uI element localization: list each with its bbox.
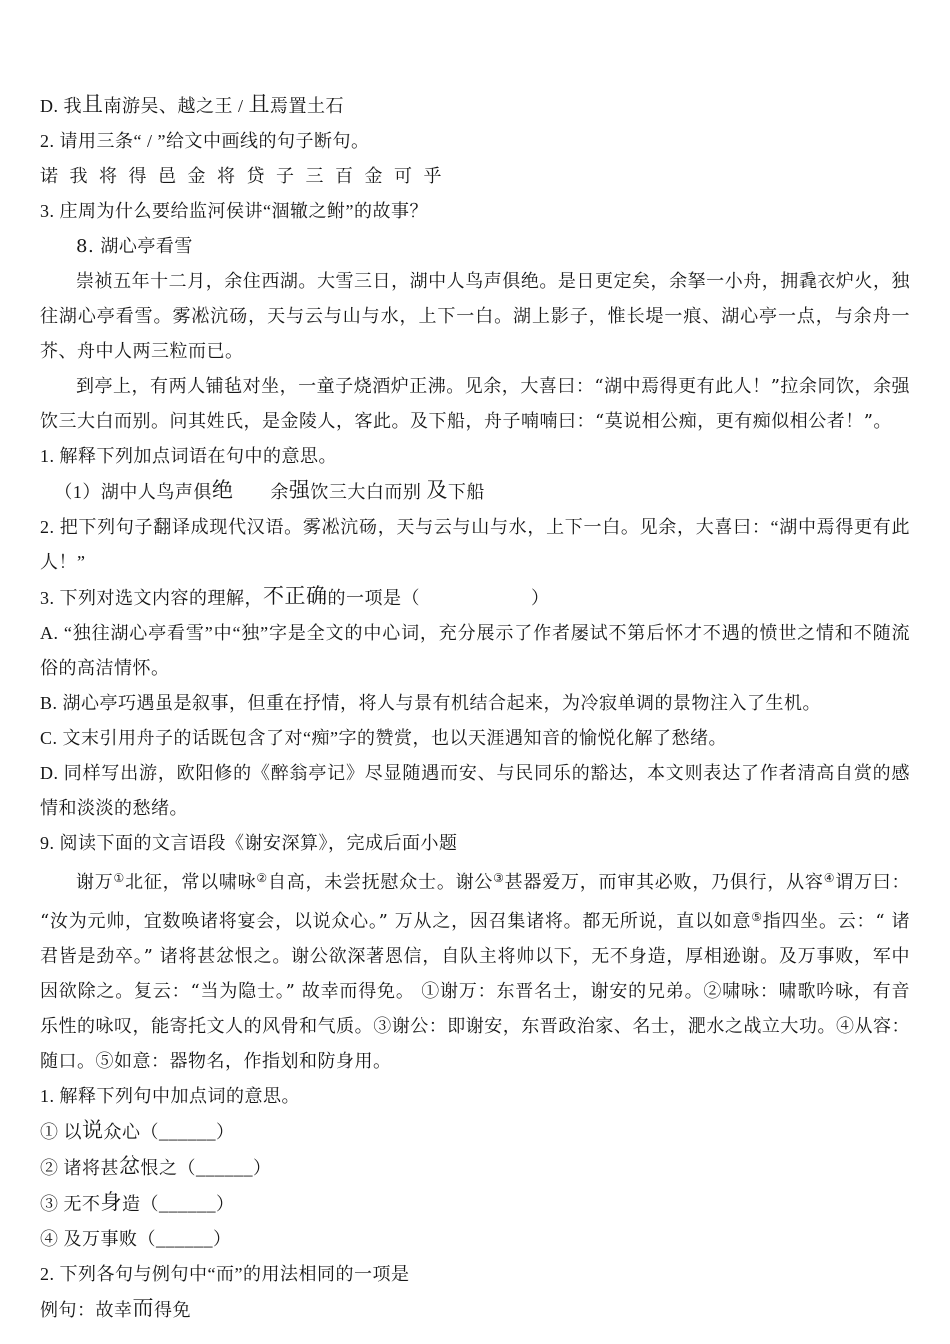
text-run: 2. 把下列句子翻译成现代汉语。雾凇沆砀，天与云与山与水，上下一白。见余，大喜曰：“湖中焉得更有此人！” xyxy=(40,517,910,572)
q9-1-item-1 xyxy=(40,1114,910,1150)
text-run: ③ 无不 xyxy=(40,1194,101,1214)
footnote-ref: ① xyxy=(113,871,126,885)
passage8-para2 xyxy=(40,369,910,439)
text-run: 众心（______） xyxy=(103,1122,235,1142)
text-run: 饮三大白而别 xyxy=(310,482,427,502)
duanju-sentence xyxy=(40,159,910,194)
passage9-intro xyxy=(40,826,910,861)
q9-1-item-3 xyxy=(40,1186,910,1222)
text-run: 1. 解释下列句中加点词的意思。 xyxy=(40,1086,300,1106)
option-d-line xyxy=(40,88,910,124)
q8-3-option-b xyxy=(40,686,910,721)
emphasized-word: 而 xyxy=(132,1295,154,1320)
text-run: D. 同样写出游，欧阳修的《醉翁亭记》尽显随遇而安、与民同乐的豁达，本文则表达了作者清高自赏的感情和淡淡的愁绪。 xyxy=(40,763,910,818)
text-run: 1. 解释下列加点词语在句中的意思。 xyxy=(40,446,337,466)
text-run: 3. 下列对选文内容的理解， xyxy=(40,588,263,608)
text-run: 焉置土石 xyxy=(270,96,345,116)
text-run: 谢万 xyxy=(76,872,114,893)
emphasized-word: 不正确 xyxy=(263,583,328,608)
footnote-ref: ③ xyxy=(493,871,505,885)
q9-2-choice-stem xyxy=(40,1257,910,1292)
q9-1-item-4 xyxy=(40,1222,910,1257)
question-3-zhuangzhou xyxy=(40,194,910,229)
text-run: 指四坐。云：“ 诸君皆是劲卒。” 诸将甚忿恨之。谢公欲深著恩信，自队主将帅以下，无不身造，厚相逊谢。及万事败，军中因欲除之。复云：“当为隐士。” 故幸而得免。 ①谢万：东晋名士，谢安的兄弟。②啸咏：啸歌吟咏，有音乐性的咏叹，能寄托文人的风骨和气质。③谢公：即谢安，东晋政治家、名士，淝水之战立大功。④从容：随口。⑤如意：器物名，作指划和防身用。 xyxy=(40,911,911,1072)
text-run: C. 文末引用舟子的话既包含了对“痴”字的赞赏，也以天涯遇知音的愉悦化解了愁绪。 xyxy=(40,728,727,748)
text-run: 甚器爱万，而审其必败，乃俱行，从容 xyxy=(504,872,824,893)
text-run: 得免 xyxy=(154,1300,191,1320)
q8-1-explain-words xyxy=(40,439,910,474)
text-run: 崇祯五年十二月，余住西湖。大雪三日，湖中人鸟声俱绝。是日更定矣，余拏一小舟，拥毳衣炉火，独往湖心亭看雪。雾凇沆砀，天与云与山与水，上下一白。湖上影子，惟长堤一痕、湖心亭一点，与余舟一芥、舟中人两三粒而已。 xyxy=(40,271,910,362)
text-run: D. 我 xyxy=(40,96,82,116)
text-run: 谓万曰：“汝为元帅，宜数唤诸将宴会，以说众心。” 万从之，因召集诸将。都无所说，直以如意 xyxy=(40,872,911,932)
q8-3-option-c xyxy=(40,721,910,756)
text-run: 余 xyxy=(233,482,289,502)
q8-3-option-d xyxy=(40,756,910,826)
text-run: 北征，常以啸咏 xyxy=(125,872,257,893)
emphasized-word: 说 xyxy=(82,1117,104,1142)
passage8-para1 xyxy=(40,264,910,369)
text-run: 诺 我 将 得 邑 金 将 贷 子 三 百 金 可 乎 xyxy=(40,166,442,186)
text-run: （1）湖中人鸟声俱 xyxy=(54,482,212,502)
footnote-ref: ④ xyxy=(823,871,836,885)
emphasized-word: 忿 xyxy=(119,1153,141,1178)
q9-1-explain-words xyxy=(40,1079,910,1114)
q8-3-choice-stem xyxy=(40,580,910,616)
q8-1-word-list xyxy=(40,474,910,510)
q9-2-example-sentence xyxy=(40,1292,910,1328)
text-run: 8. 湖心亭看雪 xyxy=(76,236,193,257)
text-run: 9. 阅读下面的文言语段《谢安深算》，完成后面小题 xyxy=(40,833,458,853)
emphasized-word: 身 xyxy=(100,1189,122,1214)
text-run: 3. 庄周为什么要给监河侯讲“涸辙之鲋”的故事？ xyxy=(40,201,428,221)
q9-1-item-2 xyxy=(40,1150,910,1186)
emphasized-word: 绝 xyxy=(211,477,234,502)
text-run: 到亭上，有两人铺毡对坐，一童子烧酒炉正沸。见余，大喜曰：“湖中焉得更有此人！”拉余同饮，余强饮三大白而别。问其姓氏，是金陵人，客此。及下船，舟子喃喃曰：“莫说相公痴，更有痴似相公者！”。 xyxy=(40,376,910,432)
text-run: 2. 下列各句与例句中“而”的用法相同的一项是 xyxy=(40,1264,410,1284)
text-run: ① 以 xyxy=(40,1122,82,1142)
text-run: 造（______） xyxy=(122,1194,235,1214)
emphasized-word: 及 xyxy=(426,477,448,502)
text-run: ② 诸将甚 xyxy=(40,1158,119,1178)
text-run: 的一项是（ ） xyxy=(327,588,550,608)
text-run: 例句：故幸 xyxy=(40,1300,133,1320)
text-run: ④ 及万事败（______） xyxy=(40,1229,232,1249)
text-run: B. 湖心亭巧遇虽是叙事，但重在抒情，将人与景有机结合起来，为冷寂单调的景物注入了生机。 xyxy=(40,693,822,713)
text-run: 自高，未尝抚慰众士。谢公 xyxy=(267,872,494,893)
emphasized-word: 且 xyxy=(82,91,104,116)
text-run: 下船 xyxy=(447,482,485,502)
question-2-duanju xyxy=(40,124,910,159)
footnote-ref: ⑤ xyxy=(751,910,763,924)
footnote-ref: ② xyxy=(256,871,268,885)
text-run: A. “独往湖心亭看雪”中“独”字是全文的中心词，充分展示了作者屡试不第后怀才不遇的愤世之情和不随流俗的高洁情怀。 xyxy=(40,623,910,678)
q8-2-translate xyxy=(40,510,910,580)
q8-3-option-a xyxy=(40,616,910,686)
text-run: 2. 请用三条“ / ”给文中画线的句子断句。 xyxy=(40,131,370,151)
text-run: 恨之（______） xyxy=(140,1158,272,1178)
passage8-title xyxy=(40,229,910,264)
text-run: 南游吴、越之王 / xyxy=(103,96,249,116)
emphasized-word: 强 xyxy=(288,477,311,502)
emphasized-word: 且 xyxy=(248,91,271,116)
passage9-text xyxy=(40,861,910,1079)
